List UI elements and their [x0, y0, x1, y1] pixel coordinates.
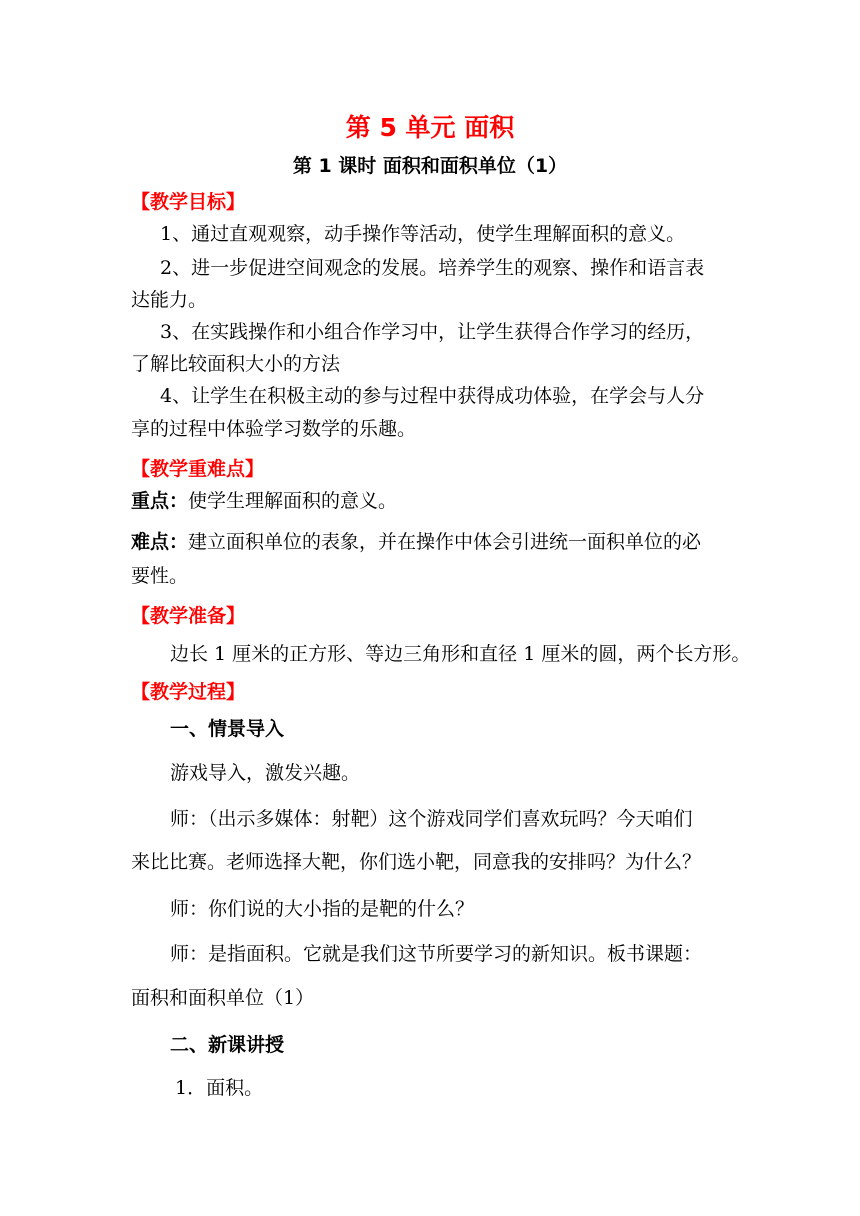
objective-line: 了解比较面积大小的方法 — [131, 353, 341, 375]
lesson-subtitle: 第 1 课时 面积和面积单位（1） — [292, 155, 568, 177]
process-paragraph: 师：你们说的大小指的是靶的什么？ — [170, 898, 475, 920]
process-part-heading: 二、新课讲授 — [170, 1034, 285, 1056]
objective-line: 2、进一步促进空间观念的发展。培养学生的观察、操作和语言表 — [160, 257, 705, 279]
preparation-text: 边长 1 厘米的正方形、等边三角形和直径 1 厘米的圆，两个长方形。 — [170, 643, 751, 665]
key-point-text: 使学生理解面积的意义。 — [188, 490, 398, 512]
difficult-point-label: 难点： — [131, 531, 189, 553]
process-paragraph: 来比比赛。老师选择大靶，你们选小靶，同意我的安排吗？为什么？ — [131, 851, 702, 873]
process-paragraph: 面积和面积单位（1） — [131, 987, 315, 1009]
section-heading-keypoints: 【教学重难点】 — [131, 458, 265, 480]
page-title: 第 5 单元 面积 — [345, 113, 515, 142]
key-point — [131, 488, 397, 514]
objective-line: 1、通过直观观察，动手操作等活动，使学生理解面积的意义。 — [160, 223, 686, 245]
difficult-point — [131, 529, 701, 555]
section-heading-objectives: 【教学目标】 — [131, 191, 246, 213]
process-item: 1．面积。 — [175, 1077, 264, 1099]
difficult-point-continued: 要性。 — [131, 565, 189, 587]
objective-line: 4、让学生在积极主动的参与过程中获得成功体验，在学会与人分 — [160, 385, 705, 407]
process-part-heading: 一、情景导入 — [170, 718, 285, 740]
section-heading-process: 【教学过程】 — [131, 681, 246, 703]
key-point-label: 重点： — [131, 490, 189, 512]
section-heading-preparation: 【教学准备】 — [131, 605, 246, 627]
process-paragraph: 师：（出示多媒体：射靶）这个游戏同学们喜欢玩吗？今天咱们 — [170, 808, 693, 830]
objective-line: 达能力。 — [131, 289, 208, 311]
process-paragraph: 师：是指面积。它就是我们这节所要学习的新知识。板书课题： — [170, 943, 703, 965]
difficult-point-text: 建立面积单位的表象，并在操作中体会引进统一面积单位的必 — [188, 531, 702, 553]
objective-line: 享的过程中体验学习数学的乐趣。 — [131, 418, 417, 440]
process-paragraph: 游戏导入，激发兴趣。 — [170, 762, 361, 784]
objective-line: 3、在实践操作和小组合作学习中，让学生获得合作学习的经历， — [160, 321, 705, 343]
